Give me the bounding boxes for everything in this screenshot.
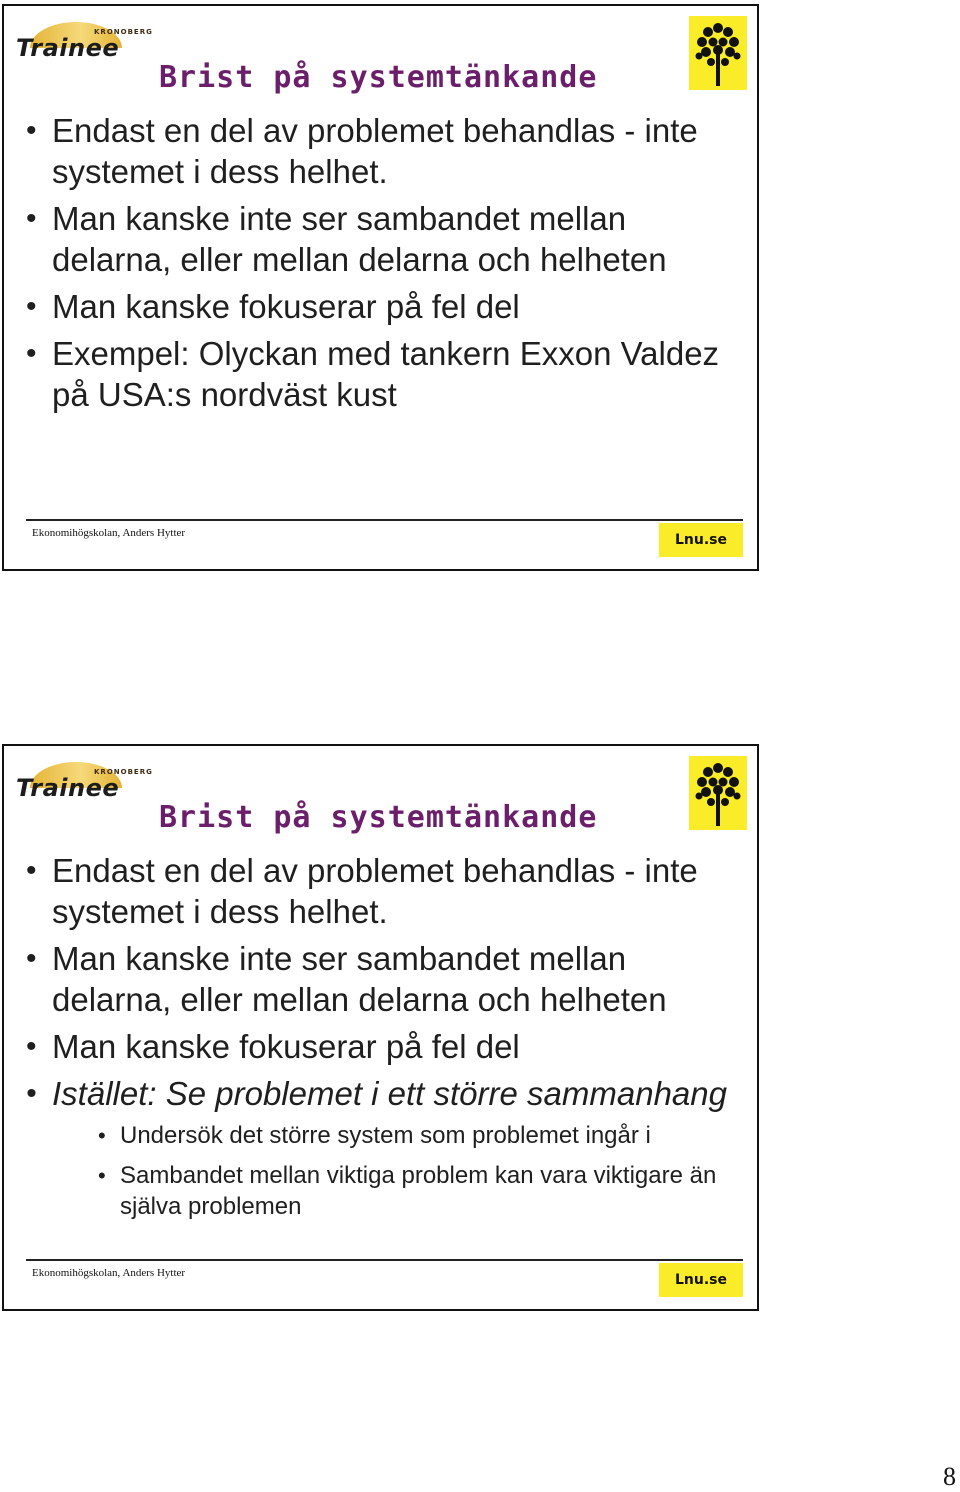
bullet-item xyxy=(24,1073,754,1114)
bullet-item xyxy=(24,333,754,415)
bullet-icon: • xyxy=(26,114,37,147)
tree-logo-icon xyxy=(689,16,747,90)
bullet-icon: • xyxy=(98,1163,106,1188)
trainee-logo xyxy=(14,20,153,68)
page-number: 8 xyxy=(943,1462,956,1491)
tree-icon xyxy=(689,756,747,830)
bullet-text: Undersök det större system som problemet ingår i xyxy=(120,1122,651,1149)
bullet-text: Man kanske inte ser sambandet mellan delarna, eller mellan delarna och helheten xyxy=(52,200,667,278)
bullet-item xyxy=(24,110,754,192)
bullet-text: Man kanske fokuserar på fel del xyxy=(52,288,520,325)
bullet-item xyxy=(24,938,754,1020)
trainee-logo-subtext: KRONOBERG xyxy=(94,28,153,36)
tree-logo-icon xyxy=(689,756,747,830)
bullet-item xyxy=(24,286,754,327)
bullet-icon: • xyxy=(26,290,37,323)
bullet-text: Endast en del av problemet behandlas - inte systemet i dess helhet. xyxy=(52,852,698,930)
bullet-list xyxy=(24,110,754,421)
bullet-text: Endast en del av problemet behandlas - inte systemet i dess helhet. xyxy=(52,112,698,190)
bullet-item xyxy=(24,1026,754,1067)
sub-bullet-item xyxy=(92,1120,754,1151)
slide-title: Brist på systemtänkande xyxy=(159,60,598,95)
trainee-logo-text: Trainee xyxy=(16,34,120,62)
bullet-text: Man kanske inte ser sambandet mellan delarna, eller mellan delarna och helheten xyxy=(52,940,667,1018)
bullet-icon: • xyxy=(26,337,37,370)
slide-1 xyxy=(2,4,759,571)
footer-text: Ekonomihögskolan, Anders Hytter xyxy=(32,1267,186,1279)
footer-divider xyxy=(26,519,743,521)
lnu-logo xyxy=(659,1263,743,1297)
tree-icon xyxy=(689,16,747,90)
bullet-text: Exempel: Olyckan med tankern Exxon Valdez på USA:s nordväst kust xyxy=(52,335,720,413)
bullet-text: Sambandet mellan viktiga problem kan vara viktigare än själva problemen xyxy=(120,1162,717,1220)
footer-divider xyxy=(26,1259,743,1261)
bullet-list xyxy=(24,850,754,1231)
slide-title: Brist på systemtänkande xyxy=(159,800,598,835)
bullet-icon: • xyxy=(26,942,37,975)
trainee-logo xyxy=(14,760,153,808)
bullet-icon: • xyxy=(98,1123,106,1148)
slide-2 xyxy=(2,744,759,1311)
bullet-item xyxy=(24,850,754,932)
lnu-logo-text: Lnu.se xyxy=(674,1272,727,1288)
bullet-item xyxy=(24,198,754,280)
trainee-logo-subtext: KRONOBERG xyxy=(94,768,153,776)
sub-bullet-item xyxy=(92,1160,754,1222)
footer-text: Ekonomihögskolan, Anders Hytter xyxy=(32,527,186,539)
bullet-icon: • xyxy=(26,1030,37,1063)
bullet-icon: • xyxy=(26,1077,37,1110)
trainee-logo-text: Trainee xyxy=(16,774,120,802)
bullet-icon: • xyxy=(26,202,37,235)
bullet-text: Man kanske fokuserar på fel del xyxy=(52,1028,520,1065)
bullet-text: Istället: Se problemet i ett större sammanhang xyxy=(52,1075,727,1112)
bullet-icon: • xyxy=(26,854,37,887)
lnu-logo-text: Lnu.se xyxy=(674,532,727,548)
lnu-logo xyxy=(659,523,743,557)
